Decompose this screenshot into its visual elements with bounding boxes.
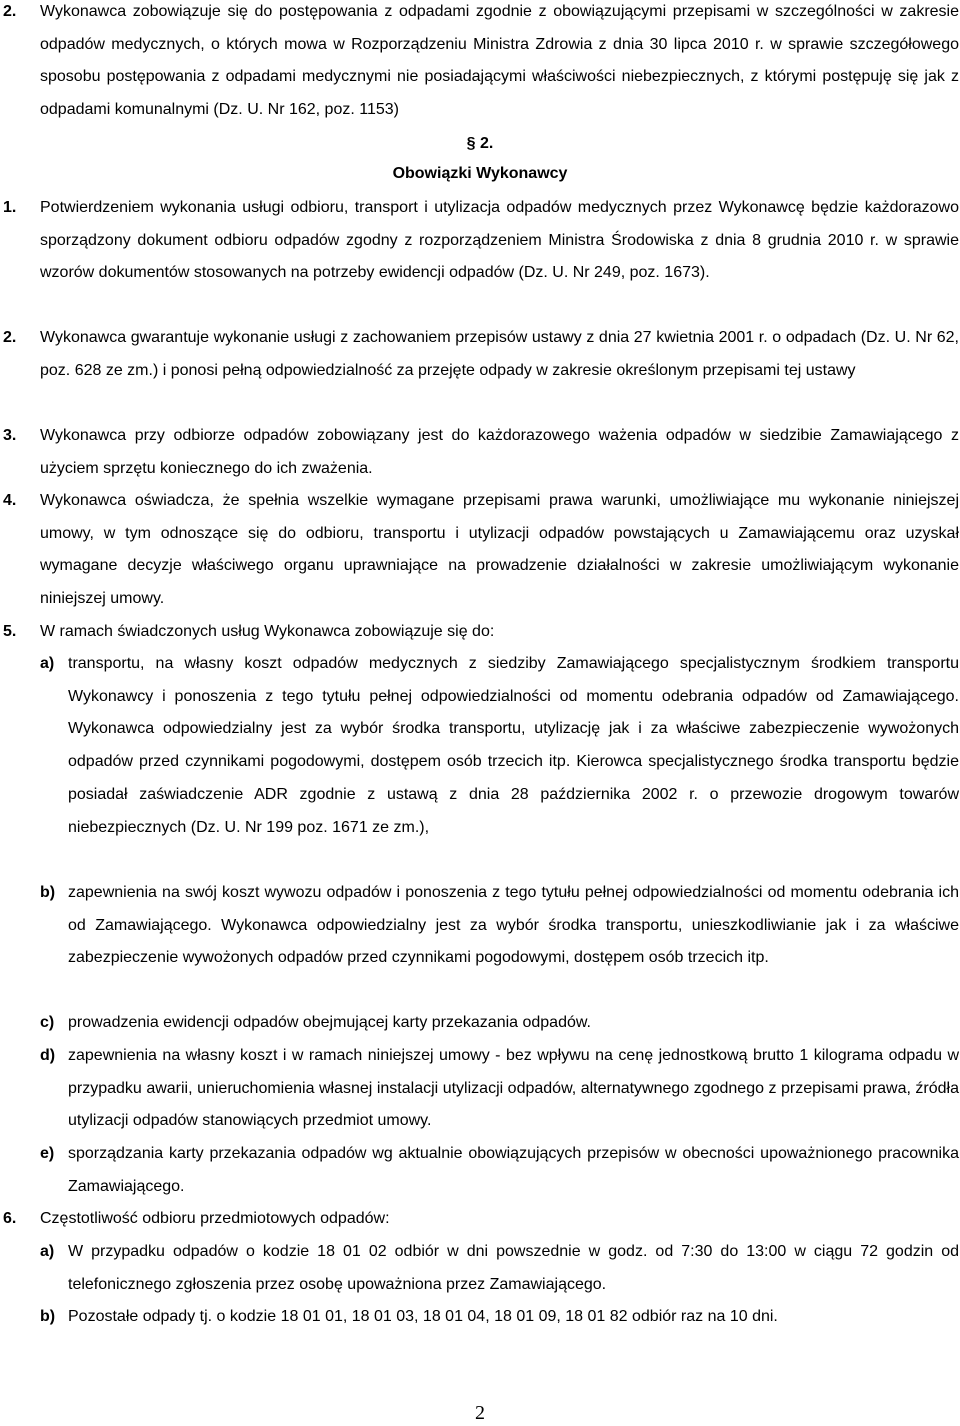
sub-item-letter: d) [40,1047,56,1064]
sub-item-letter: a) [40,1243,55,1260]
list-item-number: 2. [3,329,17,346]
sub-item-text: W przypadku odpadów o kodzie 18 01 02 odbiór w dni powszednie w godz. od 7:30 do 13:00 w ciągu 72 godzin od telefonicznego zgłoszenia przez osobę upoważniona przez Zamawiającego. [68,1243,959,1293]
page-number: 2 [475,1402,485,1424]
list-item-text: W ramach świadczonych usług Wykonawca zobowiązuje się do: [40,623,495,640]
sub-item-text: zapewnienia na swój koszt wywozu odpadów i ponoszenia z tego tytułu pełnej odpowiedzialności od momentu odebrania ich od Zamawiającego. Wykonawca odpowiedzialny jest za wybór środka transportu, unieszkodliwianie jak i za właściwe zabezpieczenie wywożonych odpadów przed czynnikami pogodowymi, dostępem osób trzecich itp. [68,884,959,967]
list-item-text: Częstotliwość odbioru przedmiotowych odpadów: [40,1210,390,1227]
intro-text: Wykonawca zobowiązuje się do postępowania z odpadami zgodnie z obowiązującymi przepisami w szczególności w zakresie odpadów medycznych, o których mowa w Rozporządzeniu Ministra Zdrowia z dnia 30 lipca 2010 r. w sprawie szczegółowego sposobu postępowania z odpadami medycznymi nie posiadającymi właściwości niebezpiecznych, z którymi postępuję się jak z odpadami komunalnymi (Dz. U. Nr 162, poz. 1153) [40,3,959,119]
sub-item-letter: c) [40,1014,55,1031]
list-item-number: 1. [3,199,17,216]
section-title: Obowiązki Wykonawcy [392,165,568,182]
intro-number: 2. [3,3,17,20]
list-item-text: Wykonawca przy odbiorze odpadów zobowiązany jest do każdorazowego ważenia odpadów w siedzibie Zamawiającego z użyciem sprzętu koniecznego do ich zważenia. [40,427,959,477]
list-item-text: Wykonawca oświadcza, że spełnia wszelkie wymagane przepisami prawa warunki, umożliwiające mu wykonanie niniejszej umowy, w tym odnoszące się do odbioru, transportu i utylizacji odpadów powstających u Zamawiającemu oraz uzyskał wymagane decyzje właściwego organu uprawniające na prowadzenie działalności w zakresie umożliwiającym wykonanie niniejszej umowy. [40,492,959,608]
sub-item-text: zapewnienia na własny koszt i w ramach niniejszej umowy - bez wpływu na cenę jednostkową brutto 1 kilograma odpadu w przypadku awarii, unieruchomienia własnej instalacji utylizacji odpadów, alternatywnego zgodnego z przepisami prawa, źródła utylizacji odpadów stanowiących przedmiot umowy. [68,1047,959,1130]
sub-item-letter: b) [40,1308,56,1325]
list-item-number: 6. [3,1210,17,1227]
section-number: § 2. [466,135,494,152]
sub-item-letter: a) [40,655,55,672]
sub-item-text: sporządzania karty przekazania odpadów wg aktualnie obowiązujących przepisów w obecności upoważnionego pracownika Zamawiającego. [68,1145,959,1195]
sub-item-text: prowadzenia ewidencji odpadów obejmującej karty przekazania odpadów. [68,1014,591,1031]
sub-item-letter: e) [40,1145,55,1162]
sub-item-text: Pozostałe odpady tj. o kodzie 18 01 01, 18 01 03, 18 01 04, 18 01 09, 18 01 82 odbiór raz na 10 dni. [68,1308,778,1325]
sub-item-letter: b) [40,884,56,901]
list-item-number: 4. [3,492,17,509]
list-item-number: 5. [3,623,17,640]
sub-item-text: transportu, na własny koszt odpadów medycznych z siedziby Zamawiającego specjalistycznym środkiem transportu Wykonawcy i ponoszenia z tego tytułu pełnej odpowiedzialności od momentu odebrania odpadów od Zamawiającego. Wykonawca odpowiedzialny jest za wybór środka transportu, utylizację jak i za właściwe zabezpieczenie wywożonych odpadów przed czynnikami pogodowymi, dostępem osób trzecich itp. Kierowca specjalistycznego środka transportu będzie posiadał zaświadczenie ADR zgodnie z ustawą z dnia 28 października 2002 r. o przewozie drogowym towarów niebezpiecznych (Dz. U. Nr 199 poz. 1671 ze zm.), [68,655,959,836]
list-item-text: Wykonawca gwarantuje wykonanie usługi z zachowaniem przepisów ustawy z dnia 27 kwietnia 2001 r. o odpadach (Dz. U. Nr 62, poz. 628 ze zm.) i ponosi pełną odpowiedzialność za przejęte odpady w zakresie określonym przepisami tej ustawy [40,329,959,379]
list-item-text: Potwierdzeniem wykonania usługi odbioru, transport i utylizacja odpadów medycznych przez Wykonawcę będzie każdorazowo sporządzony dokument odbioru odpadów zgodny z rozporządzeniem Ministra Środowiska z dnia 8 grudnia 2010 r. w sprawie wzorów dokumentów stosowanych na potrzeby ewidencji odpadów (Dz. U. Nr 249, poz. 1673). [40,199,959,282]
list-item-number: 3. [3,427,17,444]
